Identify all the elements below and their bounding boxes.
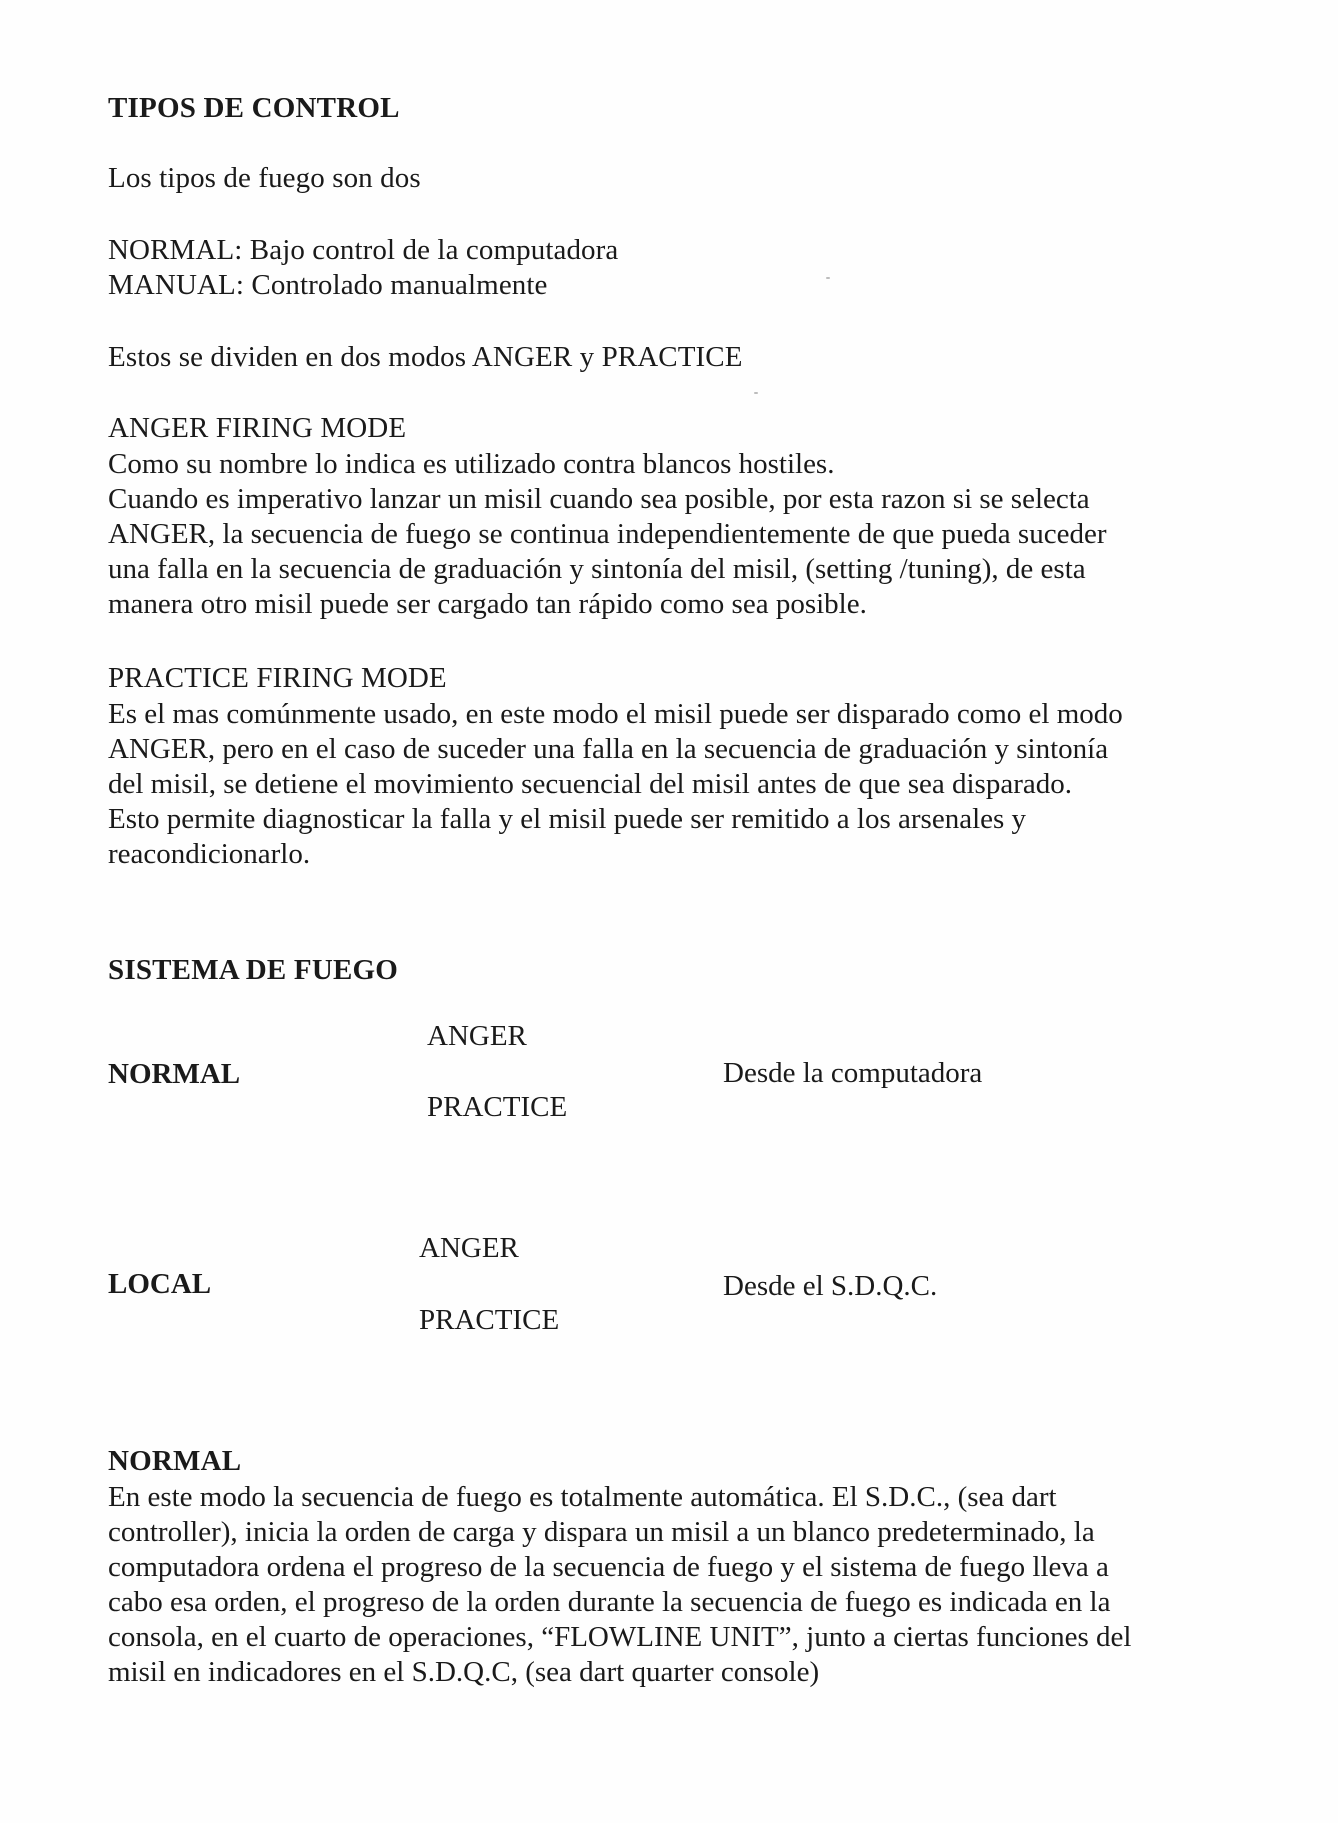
paragraph-line: ANGER, pero en el caso de suceder una falla en la secuencia de graduación y sintonía xyxy=(108,733,1109,765)
paragraph-line: computadora ordena el progreso de la secuencia de fuego y el sistema de fuego lleva a xyxy=(108,1551,1109,1583)
fire-row-local-source: Desde el S.D.Q.C. xyxy=(723,1270,938,1302)
paragraph-line: ANGER, la secuencia de fuego se continua independientemente de que pueda suceder xyxy=(108,518,1107,550)
anger-mode-title: ANGER FIRING MODE xyxy=(108,412,407,444)
type-normal: NORMAL: Bajo control de la computadora xyxy=(108,234,619,266)
fire-row-local-anger: ANGER xyxy=(419,1232,519,1264)
paragraph-line: Cuando es imperativo lanzar un misil cuando sea posible, por esta razon si se selecta xyxy=(108,483,1090,515)
scan-speck xyxy=(754,392,758,394)
heading-tipos-de-control: TIPOS DE CONTROL xyxy=(108,92,400,124)
type-manual: MANUAL: Controlado manualmente xyxy=(108,269,548,301)
fire-row-normal-practice: PRACTICE xyxy=(427,1091,568,1123)
paragraph-line: cabo esa orden, el progreso de la orden durante la secuencia de fuego es indicada en la xyxy=(108,1586,1111,1618)
fire-row-label-local: LOCAL xyxy=(108,1268,212,1300)
fire-row-label-normal: NORMAL xyxy=(108,1058,241,1090)
normal-section-paragraph xyxy=(108,1480,1238,1690)
fire-row-normal-source: Desde la computadora xyxy=(723,1057,983,1089)
paragraph-line: misil en indicadores en el S.D.Q.C, (sea dart quarter console) xyxy=(108,1656,820,1688)
fire-row-normal-anger: ANGER xyxy=(427,1020,527,1052)
intro-text: Los tipos de fuego son dos xyxy=(108,162,421,194)
paragraph-line: del misil, se detiene el movimiento secuencial del misil antes de que sea disparado. xyxy=(108,768,1072,800)
scan-speck xyxy=(826,277,830,279)
paragraph-line: controller), inicia la orden de carga y dispara un misil a un blanco predeterminado, la xyxy=(108,1516,1095,1548)
practice-mode-title: PRACTICE FIRING MODE xyxy=(108,662,447,694)
paragraph-line: manera otro misil puede ser cargado tan rápido como sea posible. xyxy=(108,588,867,620)
practice-mode-paragraph xyxy=(108,697,1238,872)
heading-normal: NORMAL xyxy=(108,1445,242,1477)
paragraph-line: Es el mas comúnmente usado, en este modo el misil puede ser disparado como el modo xyxy=(108,698,1123,730)
modes-text: Estos se dividen en dos modos ANGER y PRACTICE xyxy=(108,341,743,373)
fire-row-local-practice: PRACTICE xyxy=(419,1304,560,1336)
paragraph-line: consola, en el cuarto de operaciones, “FLOWLINE UNIT”, junto a ciertas funciones del xyxy=(108,1621,1132,1653)
paragraph-line: una falla en la secuencia de graduación y sintonía del misil, (setting /tuning), de esta xyxy=(108,553,1086,585)
paragraph-line: En este modo la secuencia de fuego es totalmente automática. El S.D.C., (sea dart xyxy=(108,1481,1057,1513)
paragraph-line: reacondicionarlo. xyxy=(108,838,311,870)
paragraph-line: Esto permite diagnosticar la falla y el misil puede ser remitido a los arsenales y xyxy=(108,803,1027,835)
heading-sistema-de-fuego: SISTEMA DE FUEGO xyxy=(108,954,399,986)
anger-mode-paragraph xyxy=(108,447,1238,622)
paragraph-line: Como su nombre lo indica es utilizado contra blancos hostiles. xyxy=(108,448,835,480)
